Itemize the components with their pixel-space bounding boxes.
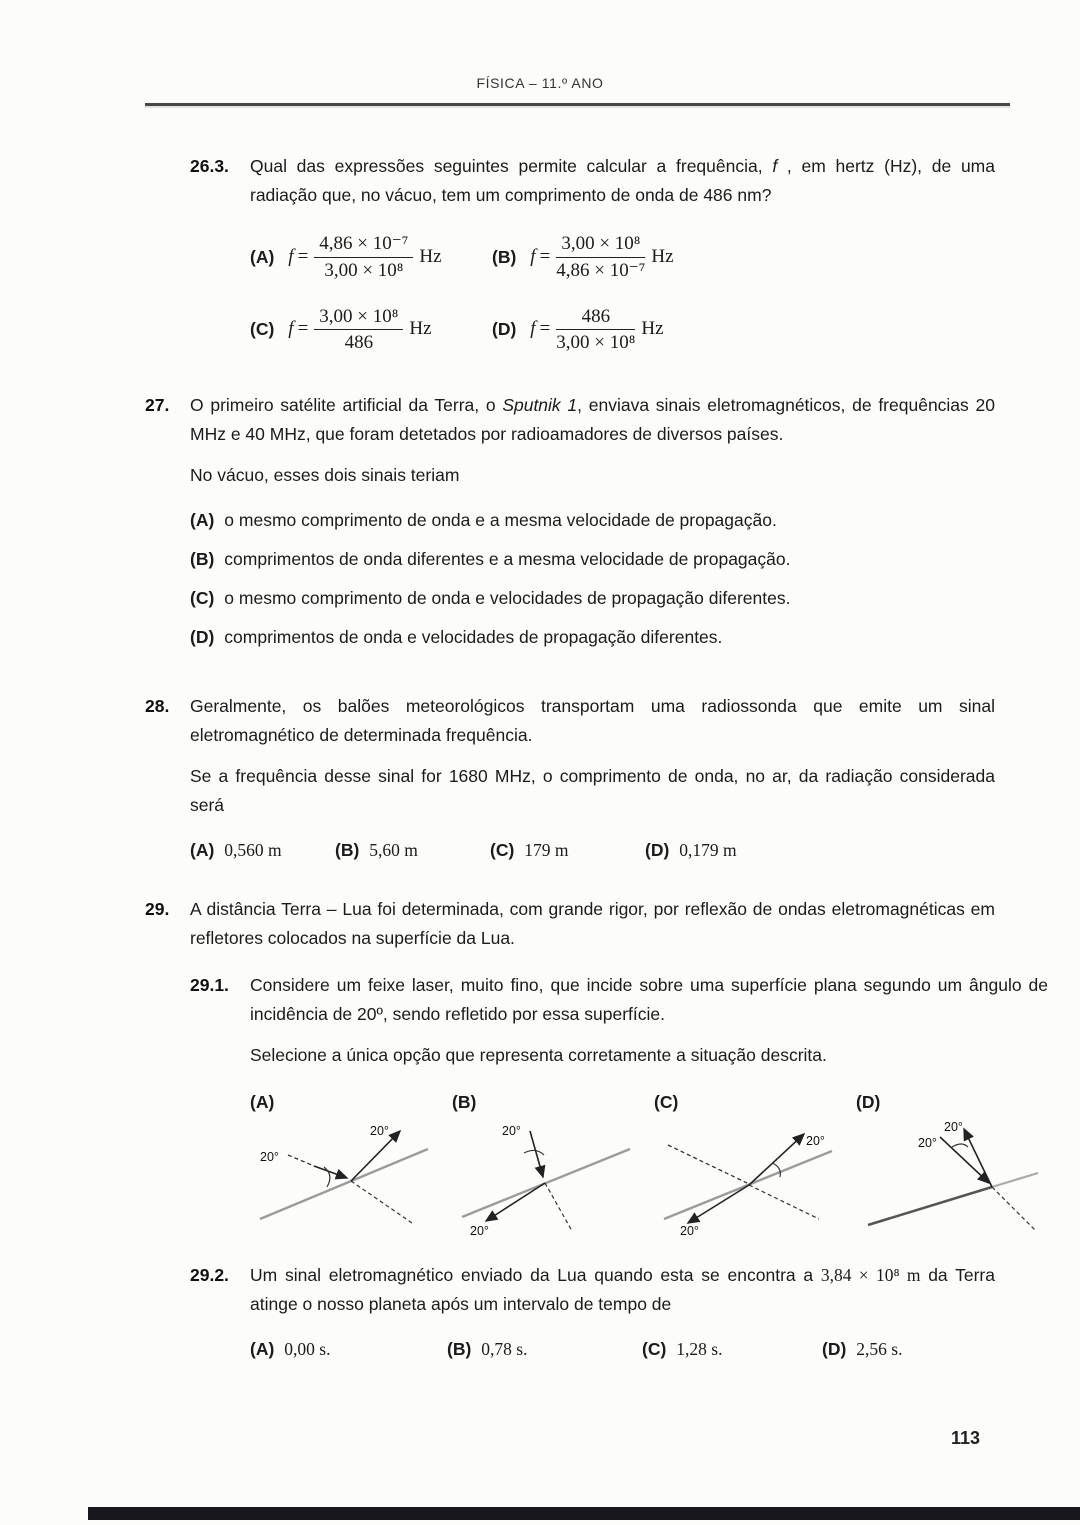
denominator: 486	[344, 332, 374, 354]
fraction	[314, 232, 413, 283]
diagram-b-figure	[452, 1119, 642, 1239]
numerator: 3,00 × 10⁸	[556, 232, 645, 258]
italic-title: Sputnik 1	[502, 395, 578, 415]
option-text: comprimentos de onda diferentes e a mesma velocidade de propagação.	[224, 549, 791, 569]
fraction	[556, 305, 635, 356]
option-a	[190, 506, 995, 535]
formula	[530, 305, 663, 356]
surface-line-dark	[868, 1187, 992, 1225]
angle-arc	[524, 1150, 544, 1155]
reflected-ray	[749, 1134, 804, 1185]
diagram-a	[250, 1088, 442, 1239]
question-text: A distância Terra – Lua foi determinada, com grande rigor, por reflexão de ondas eletromagnéticas em refletores colocados na superfície da Lua.	[190, 899, 995, 948]
q263-options	[250, 232, 995, 355]
diagram-b	[452, 1088, 644, 1239]
question-body	[250, 152, 995, 355]
continuation-dash	[545, 1183, 572, 1231]
diagram-c	[654, 1088, 846, 1239]
formula	[288, 305, 431, 356]
denominator: 3,00 × 10⁸	[324, 259, 404, 281]
option-d	[822, 1335, 995, 1364]
option-a	[250, 1335, 447, 1364]
distance-value: 3,84 × 10⁸ m	[820, 1265, 921, 1285]
question-number: 29.1.	[190, 975, 229, 995]
question-26-3	[190, 152, 995, 355]
reflected-ray	[964, 1129, 992, 1187]
angle-label: 20°	[918, 1136, 937, 1150]
option-text: 1,28 s.	[676, 1339, 723, 1359]
angle-label: 20°	[806, 1134, 825, 1148]
reflection-diagrams	[250, 1088, 1048, 1239]
option-label: (B)	[447, 1339, 472, 1359]
option-label: (B)	[335, 840, 360, 860]
numerator: 3,00 × 10⁸	[314, 305, 403, 331]
option-b	[447, 1335, 642, 1364]
incident-ray	[940, 1137, 989, 1183]
option-text: comprimentos de onda e velocidades de propagação diferentes.	[224, 627, 723, 647]
incident-ray	[314, 1166, 347, 1178]
option-a	[190, 836, 335, 865]
denominator: 4,86 × 10⁻⁷	[556, 259, 646, 281]
option-text: 0,560 m	[224, 840, 282, 860]
diagram-d-figure	[856, 1119, 1046, 1239]
unit: Hz	[419, 245, 442, 267]
surface-line-light	[992, 1173, 1038, 1187]
f-symbol: f	[288, 245, 294, 267]
diagram-label: (A)	[250, 1092, 275, 1112]
header-rule	[145, 103, 1010, 106]
question-text-line2: Selecione a única opção que representa corretamente a situação descrita.	[250, 1045, 827, 1065]
diagram-d	[856, 1088, 1048, 1239]
q27-options	[190, 506, 995, 652]
question-text: Qual das expressões seguintes permite calcular a frequência,	[250, 156, 773, 176]
question-text: Considere um feixe laser, muito fino, que incide sobre uma superfície plana segundo um ângulo de incidência de 20º, sendo refletido por essa superfície.	[250, 975, 1048, 1024]
question-27	[145, 391, 995, 662]
f-symbol: f	[530, 318, 536, 340]
continuation-dash	[351, 1181, 412, 1223]
f-symbol: f	[772, 156, 778, 176]
f-symbol: f	[288, 318, 294, 340]
denominator: 3,00 × 10⁸	[556, 332, 636, 354]
question-number: 26.3.	[190, 156, 229, 176]
formula	[530, 232, 673, 283]
question-body	[250, 971, 1048, 1239]
option-c	[642, 1335, 822, 1364]
question-body	[190, 391, 995, 662]
diagram-label: (B)	[452, 1092, 477, 1112]
question-text-line2: No vácuo, esses dois sinais teriam	[190, 465, 460, 485]
option-text: 0,78 s.	[481, 1339, 528, 1359]
angle-label: 20°	[502, 1124, 521, 1138]
question-text: Geralmente, os balões meteorológicos transportam uma radiossonda que emite um sinal eletromagnético de determinada frequência.	[190, 696, 995, 745]
angle-arc	[952, 1144, 968, 1147]
reflected-ray	[486, 1183, 545, 1221]
diagram-a-figure	[250, 1119, 440, 1239]
question-number: 29.	[145, 899, 170, 919]
equals-sign: =	[297, 245, 309, 267]
equals-sign: =	[297, 318, 309, 340]
angle-label: 20°	[680, 1224, 699, 1238]
option-c	[190, 584, 995, 613]
question-body	[190, 692, 995, 865]
option-label: (A)	[190, 840, 215, 860]
fraction	[314, 305, 403, 356]
q292-options	[250, 1335, 995, 1364]
option-label: (D)	[190, 627, 215, 647]
page-number: 113	[950, 1428, 980, 1448]
incident-ray	[530, 1131, 543, 1177]
q28-options	[190, 836, 995, 865]
option-c	[490, 836, 645, 865]
option-label: (C)	[642, 1339, 667, 1359]
formula	[288, 232, 441, 283]
question-29	[145, 895, 995, 953]
option-label: (A)	[250, 1339, 275, 1359]
option-text: 5,60 m	[369, 840, 418, 860]
numerator: 486	[556, 305, 635, 331]
option-a	[250, 232, 492, 283]
option-text: 179 m	[524, 840, 569, 860]
option-b	[335, 836, 490, 865]
incident-dash	[288, 1155, 314, 1166]
option-label: (C)	[190, 588, 215, 608]
option-b	[190, 545, 995, 574]
option-label: (D)	[822, 1339, 847, 1359]
option-text: 0,179 m	[679, 840, 737, 860]
surface-line	[260, 1149, 428, 1219]
unit: Hz	[409, 318, 432, 340]
option-label: (A)	[250, 246, 275, 267]
question-text: da Terra atinge o nosso planeta após um intervalo de tempo de	[250, 1265, 995, 1314]
option-d	[190, 623, 995, 652]
option-label: (C)	[490, 840, 515, 860]
question-number: 29.2.	[190, 1265, 229, 1285]
option-label: (D)	[492, 319, 517, 340]
option-d	[645, 836, 995, 865]
reflected-ray	[351, 1131, 400, 1181]
incident-dash	[668, 1145, 747, 1183]
fraction	[556, 232, 645, 283]
surface-line	[462, 1149, 630, 1217]
option-text: o mesmo comprimento de onda e a mesma velocidade de propagação.	[224, 510, 777, 530]
option-text: 0,00 s.	[284, 1339, 331, 1359]
angle-label: 20°	[260, 1150, 279, 1164]
f-symbol: f	[530, 245, 536, 267]
continuation-dash	[992, 1187, 1036, 1231]
option-label: (D)	[645, 840, 670, 860]
question-number: 27.	[145, 395, 170, 415]
equals-sign: =	[539, 245, 551, 267]
question-text-line2: Se a frequência desse sinal for 1680 MHz, o comprimento de onda, no ar, da radiação considerada será	[190, 766, 995, 815]
numerator: 4,86 × 10⁻⁷	[314, 232, 413, 258]
angle-label: 20°	[944, 1120, 963, 1134]
option-text: o mesmo comprimento de onda e velocidades de propagação diferentes.	[224, 588, 791, 608]
diagram-label: (C)	[654, 1092, 679, 1112]
diagram-c-figure	[654, 1119, 844, 1239]
question-text: , em hertz (Hz), de uma radiação que, no vácuo, tem um comprimento de onda de 486 nm?	[250, 156, 995, 205]
question-text: , enviava sinais eletromagnéticos, de frequências 20 MHz e 40 MHz, que foram detetados por radioamadores de diversos países.	[190, 395, 995, 444]
option-label: (B)	[190, 549, 215, 569]
question-body	[250, 1261, 995, 1364]
question-29-1	[190, 971, 1048, 1239]
unit: Hz	[651, 245, 674, 267]
option-label: (C)	[250, 319, 275, 340]
option-label: (B)	[492, 246, 517, 267]
option-d	[492, 305, 812, 356]
equals-sign: =	[539, 318, 551, 340]
page-content	[0, 152, 1080, 1364]
option-text: 2,56 s.	[856, 1339, 903, 1359]
page-header-title: FÍSICA – 11.º ANO	[476, 75, 604, 91]
question-text: Um sinal eletromagnético enviado da Lua quando esta se encontra a	[250, 1265, 821, 1285]
angle-label: 20°	[470, 1224, 489, 1238]
unit: Hz	[641, 318, 664, 340]
bottom-bar	[88, 1507, 1080, 1520]
diagram-label: (D)	[856, 1092, 881, 1112]
option-label: (A)	[190, 510, 215, 530]
question-29-2	[190, 1261, 995, 1364]
option-c	[250, 305, 492, 356]
question-text: O primeiro satélite artificial da Terra, o	[190, 395, 503, 415]
option-b	[492, 232, 812, 283]
continuation-dash	[749, 1185, 819, 1219]
angle-label: 20°	[370, 1124, 389, 1138]
question-number: 28.	[145, 696, 170, 716]
question-28	[145, 692, 995, 865]
below-ray	[688, 1185, 749, 1223]
